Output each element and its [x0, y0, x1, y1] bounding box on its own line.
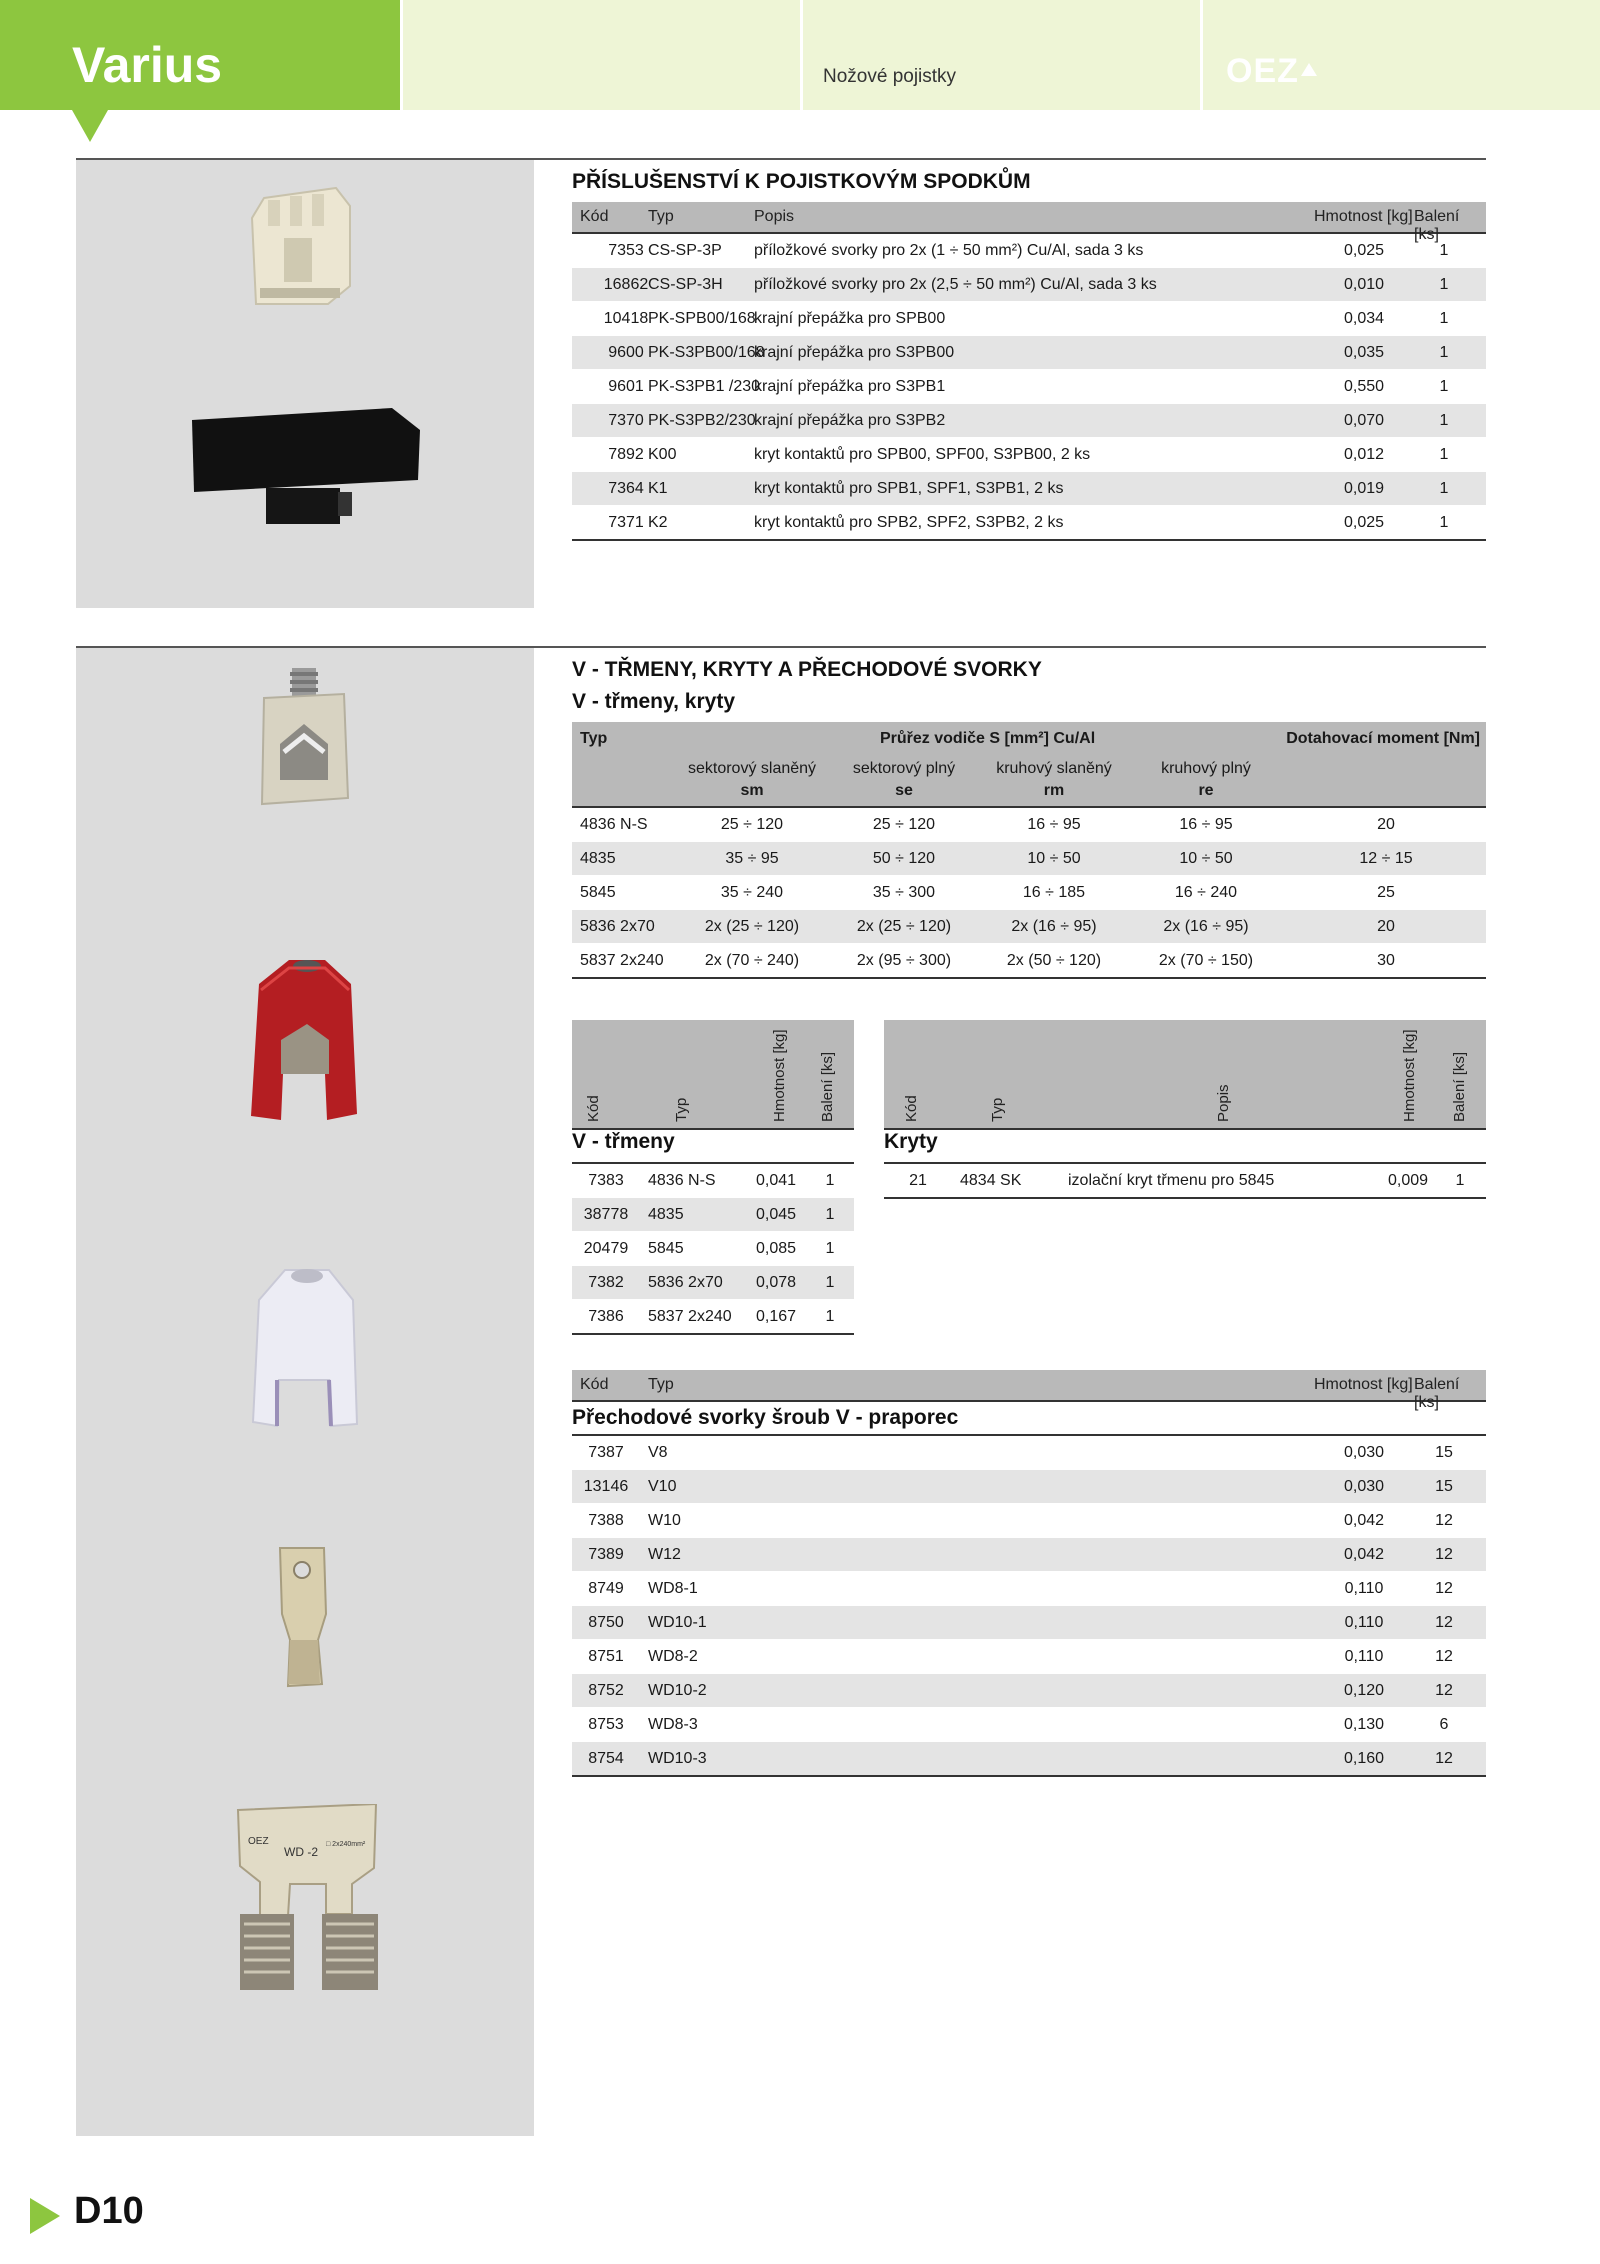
cell-baleni: 1: [1439, 310, 1449, 327]
page-header: [0, 0, 1600, 110]
red-stirrup-image: [239, 954, 369, 1124]
cell-hmotnost: 0,019: [1343, 480, 1385, 497]
cell-hmotnost: 0,160: [1343, 1750, 1385, 1767]
cell-torque: 20: [1377, 918, 1395, 935]
cell-baleni: 1: [1439, 344, 1449, 361]
lug-brand-label: OEZ: [248, 1836, 269, 1847]
cell-baleni: 12: [1435, 1580, 1453, 1597]
cell-sm: 25 ÷ 120: [720, 816, 784, 833]
cell-kod: 8751: [588, 1648, 624, 1665]
cell-baleni: 1: [1439, 514, 1449, 531]
table-row: [572, 1640, 1486, 1674]
cell-re: 10 ÷ 50: [1179, 850, 1233, 867]
col-torque: Dotahovací moment [Nm]: [1286, 730, 1480, 747]
table-row: [884, 1164, 1486, 1199]
cell-kod: 7371: [608, 514, 644, 531]
cell-hmotnost: 0,030: [1343, 1444, 1385, 1461]
cell-re: 16 ÷ 95: [1179, 816, 1233, 833]
cell-typ: 5836 2x70: [648, 1274, 723, 1291]
cell-baleni: 1: [825, 1240, 835, 1257]
white-cover-image: [243, 1260, 367, 1430]
table-row: [572, 1742, 1486, 1777]
divider: [76, 158, 1486, 160]
cell-typ: WD10-1: [648, 1614, 707, 1631]
table-row: [572, 336, 1486, 370]
cell-kod: 7892: [608, 446, 644, 463]
cell-hmotnost: 0,009: [1387, 1172, 1429, 1189]
cell-rm: 2x (16 ÷ 95): [1011, 918, 1097, 935]
col-typ: Typ: [648, 208, 674, 225]
cell-kod: 7370: [608, 412, 644, 429]
col-baleni: Balení [ks]: [819, 1051, 836, 1122]
cell-hmotnost: 0,035: [1343, 344, 1385, 361]
cell-baleni: 1: [1439, 378, 1449, 395]
cell-baleni: 1: [1439, 242, 1449, 259]
cell-kod: 8752: [588, 1682, 624, 1699]
cell-baleni: 1: [1439, 446, 1449, 463]
table-row: [572, 1674, 1486, 1708]
cell-typ: 4836 N-S: [580, 816, 648, 833]
divider: [76, 646, 1486, 648]
cell-torque: 12 ÷ 15: [1359, 850, 1413, 867]
cell-typ: 4835: [580, 850, 616, 867]
table-row: [572, 1266, 854, 1300]
table-row: [572, 268, 1486, 302]
col-typ: Typ: [673, 1097, 690, 1122]
contact-cover-image: [192, 408, 422, 530]
table-row: [572, 1538, 1486, 1572]
cell-se: 2x (25 ÷ 120): [856, 918, 952, 935]
header-segment: [403, 0, 800, 110]
table-header: [572, 722, 1486, 808]
double-lug-image: [234, 1804, 384, 1994]
subcol-name: kruhový plný: [1161, 760, 1251, 777]
cell-popis: příložkové svorky pro 2x (1 ÷ 50 mm²) Cu/Al, sada 3 ks: [754, 242, 1144, 259]
cell-hmotnost: 0,025: [1343, 514, 1385, 531]
subcol-abbr: sm: [740, 782, 764, 799]
cell-hmotnost: 0,110: [1344, 1648, 1384, 1665]
cell-hmotnost: 0,110: [1344, 1614, 1384, 1631]
cell-typ: WD8-2: [648, 1648, 698, 1665]
table-row: [572, 1504, 1486, 1538]
col-baleni: Balení [ks]: [1414, 1376, 1460, 1411]
cell-popis: krajní přepážka pro SPB00: [754, 310, 946, 327]
cell-hmotnost: 0,010: [1343, 276, 1385, 293]
table-row: [572, 842, 1486, 876]
col-hmotnost: Hmotnost [kg]: [771, 1029, 788, 1122]
cell-kod: 7353: [608, 242, 644, 259]
col-hmotnost: Hmotnost [kg]: [1401, 1029, 1418, 1122]
accessories-table: [572, 170, 1486, 541]
cell-typ: K1: [648, 480, 668, 497]
product-image-panel: [76, 160, 534, 608]
cell-typ: PK-S3PB2/230: [648, 412, 756, 429]
col-popis: Popis: [1215, 1084, 1232, 1122]
cell-hmotnost: 0,070: [1343, 412, 1385, 429]
cell-kod: 8753: [588, 1716, 624, 1733]
cell-se: 2x (95 ÷ 300): [856, 952, 952, 969]
cell-kod: 7364: [608, 480, 644, 497]
cell-typ: 5837 2x240: [580, 952, 664, 969]
cell-baleni: 1: [1439, 480, 1449, 497]
cell-typ: K2: [648, 514, 668, 531]
cell-torque: 30: [1377, 952, 1395, 969]
table-row: [572, 1572, 1486, 1606]
col-hmotnost: Hmotnost [kg]: [1314, 208, 1413, 225]
table-row: [572, 910, 1486, 944]
cell-baleni: 1: [1455, 1172, 1465, 1189]
cell-kod: 16862: [603, 276, 649, 293]
cell-typ: WD10-3: [648, 1750, 707, 1767]
cell-popis: příložkové svorky pro 2x (2,5 ÷ 50 mm²) Cu/Al, sada 3 ks: [754, 276, 1157, 293]
cell-hmotnost: 0,030: [1343, 1478, 1385, 1495]
cell-re: 2x (16 ÷ 95): [1163, 918, 1249, 935]
col-kod: Kód: [580, 208, 609, 225]
page-number-label: D10: [74, 2190, 144, 2232]
cell-typ: CS-SP-3H: [648, 276, 723, 293]
cell-typ: WD10-2: [648, 1682, 707, 1699]
cell-kod: 38778: [583, 1206, 629, 1223]
cell-typ: 4834 SK: [960, 1172, 1022, 1189]
kryty-title: Kryty: [884, 1130, 1486, 1164]
cell-se: 50 ÷ 120: [872, 850, 936, 867]
cell-hmotnost: 0,110: [1344, 1580, 1384, 1597]
cell-kod: 7388: [588, 1512, 624, 1529]
table-row: [572, 234, 1486, 268]
cell-baleni: 1: [1439, 276, 1449, 293]
cell-kod: 10418: [603, 310, 649, 327]
col-kod: Kód: [585, 1095, 602, 1122]
cell-kod: 13146: [583, 1478, 629, 1495]
cell-hmotnost: 0,045: [755, 1206, 797, 1223]
subcol-abbr: re: [1198, 782, 1214, 799]
cell-kod: 7383: [588, 1172, 624, 1189]
table-row: [572, 876, 1486, 910]
table-row: [572, 506, 1486, 541]
cell-typ: 5845: [648, 1240, 684, 1257]
section-title: Nožové pojistky: [823, 66, 957, 87]
cell-baleni: 1: [825, 1308, 835, 1325]
table-row: [572, 438, 1486, 472]
cell-baleni: 12: [1435, 1682, 1453, 1699]
subcol-abbr: rm: [1043, 782, 1065, 799]
cell-se: 25 ÷ 120: [872, 816, 936, 833]
cell-kod: 21: [909, 1172, 927, 1189]
v-section: [572, 658, 1486, 979]
cell-baleni: 1: [825, 1206, 835, 1223]
table-row: [572, 302, 1486, 336]
v-section-subtitle: V - třmeny, kryty: [572, 690, 736, 713]
subcol-name: sektorový plný: [852, 760, 956, 777]
cell-typ: 4836 N-S: [648, 1172, 716, 1189]
cell-typ: WD8-3: [648, 1716, 698, 1733]
cell-hmotnost: 0,025: [1343, 242, 1385, 259]
cell-typ: V10: [648, 1478, 677, 1495]
table-row: [572, 1232, 854, 1266]
clamp-terminal-image: [246, 178, 356, 313]
cell-baleni: 15: [1435, 1478, 1453, 1495]
cell-hmotnost: 0,120: [1343, 1682, 1385, 1699]
cell-popis: krajní přepážka pro S3PB2: [754, 412, 946, 429]
cell-torque: 25: [1377, 884, 1395, 901]
cell-typ: WD8-1: [648, 1580, 698, 1597]
col-kod: Kód: [580, 1376, 609, 1393]
table-header: [572, 202, 1486, 243]
cell-re: 16 ÷ 240: [1174, 884, 1238, 901]
table-row: [572, 1300, 854, 1335]
table-row: [572, 1606, 1486, 1640]
cell-baleni: 1: [825, 1172, 835, 1189]
col-typ: Typ: [580, 730, 608, 747]
cell-baleni: 12: [1435, 1512, 1453, 1529]
accessories-title: PŘÍSLUŠENSTVÍ K POJISTKOVÝM SPODKŮM: [572, 170, 1031, 193]
cell-kod: 8749: [588, 1580, 624, 1597]
tremeny-header: [572, 1020, 854, 1130]
cell-typ: K00: [648, 446, 677, 463]
page-marker-icon: [30, 2198, 60, 2234]
cell-popis: kryt kontaktů pro SPB00, SPF00, S3PB00, 2 ks: [754, 446, 1091, 463]
cell-baleni: 1: [1439, 412, 1449, 429]
v-section-title: V - TŘMENY, KRYTY A PŘECHODOVÉ SVORKY: [572, 658, 1042, 681]
cell-kod: 7387: [588, 1444, 624, 1461]
cell-typ: 5836 2x70: [580, 918, 655, 935]
transition-lug-image: [274, 1544, 334, 1694]
cell-baleni: 15: [1435, 1444, 1453, 1461]
brand-block: [0, 0, 400, 110]
table-row: [572, 1198, 854, 1232]
cell-kod: 9601: [608, 378, 644, 395]
brand-notch: [72, 110, 108, 142]
cell-sm: 35 ÷ 240: [720, 884, 784, 901]
table-row: [572, 472, 1486, 506]
prechodove-title: Přechodové svorky šroub V - praporec: [572, 1402, 1486, 1436]
table-row: [572, 1470, 1486, 1504]
cell-typ: W12: [648, 1546, 681, 1563]
cell-rm: 2x (50 ÷ 120): [1006, 952, 1102, 969]
cell-typ: PK-S3PB1 /230: [648, 378, 761, 395]
cell-hmotnost: 0,042: [1343, 1546, 1385, 1563]
cell-typ: V8: [648, 1444, 668, 1461]
cell-rm: 16 ÷ 95: [1027, 816, 1081, 833]
cell-kod: 8750: [588, 1614, 624, 1631]
cell-typ: 4835: [648, 1206, 684, 1223]
cell-kod: 9600: [608, 344, 644, 361]
table-row: [572, 370, 1486, 404]
cell-kod: 20479: [583, 1240, 629, 1257]
cell-sm: 35 ÷ 95: [725, 850, 779, 867]
table-row: [572, 404, 1486, 438]
cell-popis: kryt kontaktů pro SPB1, SPF1, S3PB1, 2 ks: [754, 480, 1064, 497]
cell-typ: PK-S3PB00/168: [648, 344, 765, 361]
tremeny-title: V - třmeny: [572, 1130, 854, 1164]
cell-hmotnost: 0,042: [1343, 1512, 1385, 1529]
cell-baleni: 12: [1435, 1750, 1453, 1767]
header-segment: [803, 0, 1200, 110]
cell-typ: PK-SPB00/168: [648, 310, 756, 327]
subcol-name: sektorový slaněný: [687, 760, 817, 777]
cell-sm: 2x (70 ÷ 240): [704, 952, 800, 969]
oez-logo: OEZ: [1226, 52, 1317, 91]
cell-hmotnost: 0,012: [1343, 446, 1385, 463]
cell-popis: krajní přepážka pro S3PB1: [754, 378, 946, 395]
lug-note-label: □ 2x240mm²: [326, 1841, 366, 1848]
cell-popis: krajní přepážka pro S3PB00: [754, 344, 955, 361]
cell-typ: CS-SP-3P: [648, 242, 722, 259]
col-baleni: Balení [ks]: [1451, 1051, 1468, 1122]
cell-baleni: 12: [1435, 1614, 1453, 1631]
cell-baleni: 6: [1439, 1716, 1449, 1733]
table-row: [572, 1708, 1486, 1742]
col-kod: Kód: [903, 1095, 920, 1122]
kryty-table: [884, 1130, 1486, 1199]
cell-kod: 7382: [588, 1274, 624, 1291]
col-typ: Typ: [648, 1376, 674, 1393]
table-row: [572, 944, 1486, 979]
subcol-name: kruhový slaněný: [996, 760, 1112, 777]
table-row: [572, 808, 1486, 842]
cell-re: 2x (70 ÷ 150): [1158, 952, 1254, 969]
cell-baleni: 1: [825, 1274, 835, 1291]
cell-hmotnost: 0,078: [755, 1274, 797, 1291]
cell-baleni: 12: [1435, 1546, 1453, 1563]
table-row: [572, 1164, 854, 1198]
grey-stirrup-image: [254, 668, 354, 808]
cell-typ: 5837 2x240: [648, 1308, 732, 1325]
table-row: [572, 1436, 1486, 1470]
product-image-panel: [76, 648, 534, 2136]
cell-hmotnost: 0,041: [755, 1172, 797, 1189]
brand-title: Varius: [72, 37, 223, 93]
cell-typ: 5845: [580, 884, 616, 901]
cell-sm: 2x (25 ÷ 120): [704, 918, 800, 935]
cell-popis: izolační kryt třmenu pro 5845: [1068, 1172, 1275, 1189]
cell-kod: 8754: [588, 1750, 624, 1767]
col-hmotnost: Hmotnost [kg]: [1314, 1376, 1413, 1393]
cell-kod: 7389: [588, 1546, 624, 1563]
cell-rm: 10 ÷ 50: [1027, 850, 1081, 867]
cell-rm: 16 ÷ 185: [1022, 884, 1086, 901]
col-popis: Popis: [754, 208, 795, 225]
cell-torque: 20: [1377, 816, 1395, 833]
lug-model-label: WD -2: [284, 1845, 318, 1859]
tremeny-table: [572, 1130, 854, 1335]
cell-se: 35 ÷ 300: [872, 884, 936, 901]
table-header: [572, 1370, 1486, 1411]
col-baleni: Balení [ks]: [1414, 208, 1460, 243]
cell-hmotnost: 0,550: [1343, 378, 1385, 395]
cell-kod: 7386: [588, 1308, 624, 1325]
cell-hmotnost: 0,130: [1343, 1716, 1385, 1733]
cell-hmotnost: 0,085: [755, 1240, 797, 1257]
col-cross-section: Průřez vodiče S [mm²] Cu/Al: [880, 730, 1096, 747]
subcol-abbr: se: [895, 782, 913, 799]
cell-baleni: 12: [1435, 1648, 1453, 1665]
col-typ: Typ: [989, 1097, 1006, 1122]
prechodove-table: [572, 1370, 1486, 1777]
cell-hmotnost: 0,167: [755, 1308, 797, 1325]
kryty-header: [884, 1020, 1486, 1130]
cell-typ: W10: [648, 1512, 681, 1529]
cell-hmotnost: 0,034: [1343, 310, 1385, 327]
cell-popis: kryt kontaktů pro SPB2, SPF2, S3PB2, 2 ks: [754, 514, 1064, 531]
